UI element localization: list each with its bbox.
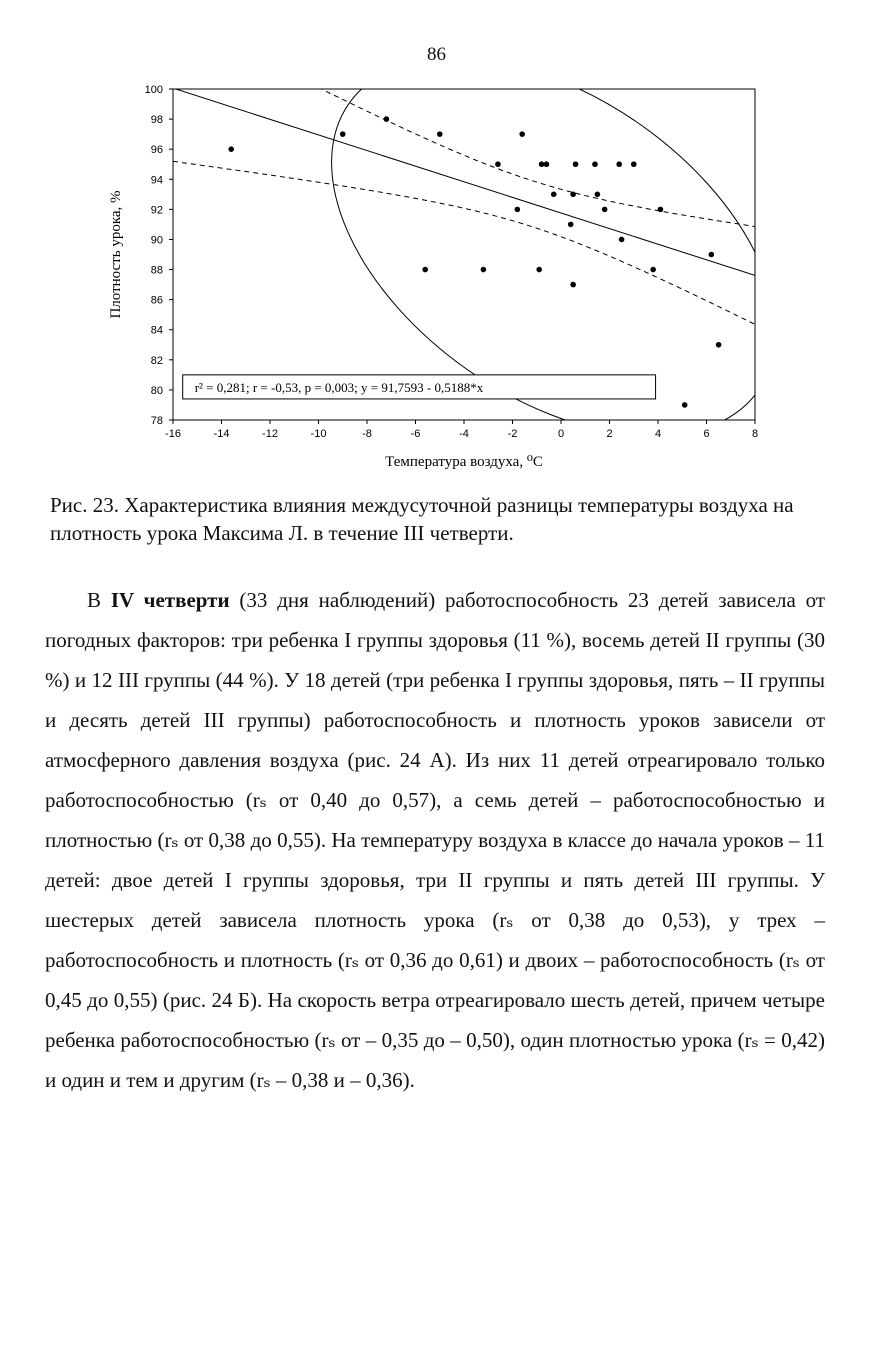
- paragraph-intro: В: [87, 588, 111, 612]
- x-tick-label: 0: [557, 428, 565, 440]
- y-tick-label: 98: [150, 114, 163, 127]
- x-tick-label: -14: [213, 428, 230, 440]
- x-tick-label: -8: [362, 428, 372, 440]
- x-tick-label: 4: [654, 428, 662, 440]
- x-tick-label: 8: [751, 428, 759, 440]
- y-axis-title: Плотность урока, %: [108, 190, 124, 319]
- data-point: [631, 161, 637, 167]
- data-point: [573, 161, 579, 167]
- y-tick-label: 96: [150, 144, 163, 157]
- data-point: [595, 192, 601, 198]
- y-tick-label: 80: [150, 384, 163, 397]
- data-point: [437, 131, 443, 137]
- data-point: [682, 402, 688, 408]
- y-axis-title-group: [108, 190, 124, 318]
- x-tick-label: -16: [165, 428, 181, 440]
- y-tick-label: 88: [150, 264, 163, 277]
- y-tick-label: 82: [150, 354, 163, 367]
- y-tick-label: 100: [144, 84, 163, 96]
- data-point: [422, 267, 428, 273]
- paragraph-text: (33 дня наблюдений) работоспособность 23 детей зависела от погодных факторов: три ребенка I группы здоровья (11 %), восемь детей II группы (30 %) и 12 III группы (44 %). У 18 детей (три ребенка I группы здоровья, пять – II группы и десять детей III группы) работоспособность и плотность уроков зависели от атмосферного давления воздуха (рис. 24 А). Из них 11 детей отреагировало только работоспособностью (rₛ от 0,40 до 0,57), а семь детей – работоспособностью и плотностью (rₛ от 0,38 до 0,55). На температуру воздуха в классе до начала уроков – 11 детей: двое детей I группы здоровья, три II группы и пять детей III группы. У шестерых детей зависела плотность урока (rₛ от 0,38 до 0,53), у трех – работоспособность и плотность (rₛ от 0,36 до 0,61) и двоих – работоспособность (rₛ от 0,45 до 0,55) (рис. 24 Б). На скорость ветра отреагировало шесть детей, причем четыре ребенка работоспособностью (rₛ от – 0,35 до – 0,50), один плотностью урока (rₛ = 0,42) и один и тем и другим (rₛ – 0,38 и – 0,36).: [45, 588, 826, 1092]
- y-tick-label: 78: [150, 415, 163, 427]
- x-tick-label: -10: [310, 428, 327, 440]
- data-point: [536, 267, 542, 273]
- x-tick-label: 6: [703, 428, 710, 440]
- y-tick-label: 94: [150, 174, 163, 187]
- stats-text: r² = 0,281; r = -0,53, p = 0,003; y = 91,7593 - 0,5188*x: [194, 379, 484, 395]
- data-point: [539, 161, 545, 167]
- data-point: [495, 161, 501, 167]
- plot-frame: [173, 89, 755, 420]
- data-point: [658, 207, 664, 213]
- data-point: [650, 267, 656, 273]
- x-tick-label: -4: [459, 428, 469, 440]
- x-tick-label: -6: [410, 428, 421, 440]
- upper-confidence-band: [173, 72, 755, 227]
- data-point: [340, 131, 346, 137]
- data-point: [716, 342, 722, 348]
- data-point: [602, 207, 608, 213]
- stats-box: [183, 375, 656, 399]
- x-tick-label: 2: [606, 428, 613, 440]
- data-point: [570, 282, 576, 288]
- regression-line: [173, 88, 755, 275]
- y-tick-label: 90: [150, 234, 163, 247]
- scatter-chart: [100, 72, 780, 482]
- y-tick-label: 84: [150, 324, 163, 337]
- data-point: [544, 161, 550, 167]
- data-point: [616, 161, 622, 167]
- data-point: [519, 131, 525, 137]
- scatter-figure: [100, 72, 780, 482]
- x-tick-label: -12: [262, 428, 278, 440]
- data-point: [515, 207, 521, 213]
- data-point: [570, 192, 576, 198]
- x-axis-title: Температура воздуха, ⁰С: [385, 454, 543, 470]
- y-tick-label: 86: [150, 294, 163, 307]
- data-point: [709, 252, 715, 258]
- y-tick-label: 92: [150, 204, 163, 217]
- data-point: [568, 222, 574, 228]
- data-point: [228, 146, 234, 152]
- lower-confidence-band: [173, 161, 755, 324]
- figure-caption: Рис. 23. Характеристика влияния междусуточной разницы температуры воздуха на плотность урока Максима Л. в течение III четверти.: [50, 493, 794, 545]
- bold-phrase: IV четверти: [110, 588, 230, 612]
- data-point: [384, 116, 390, 122]
- data-point: [551, 192, 557, 198]
- body-paragraph: [45, 580, 825, 1100]
- data-point: [481, 267, 487, 273]
- page-number: 86: [427, 44, 446, 65]
- data-point: [592, 161, 598, 167]
- x-tick-label: -2: [507, 428, 518, 440]
- data-point: [619, 237, 625, 243]
